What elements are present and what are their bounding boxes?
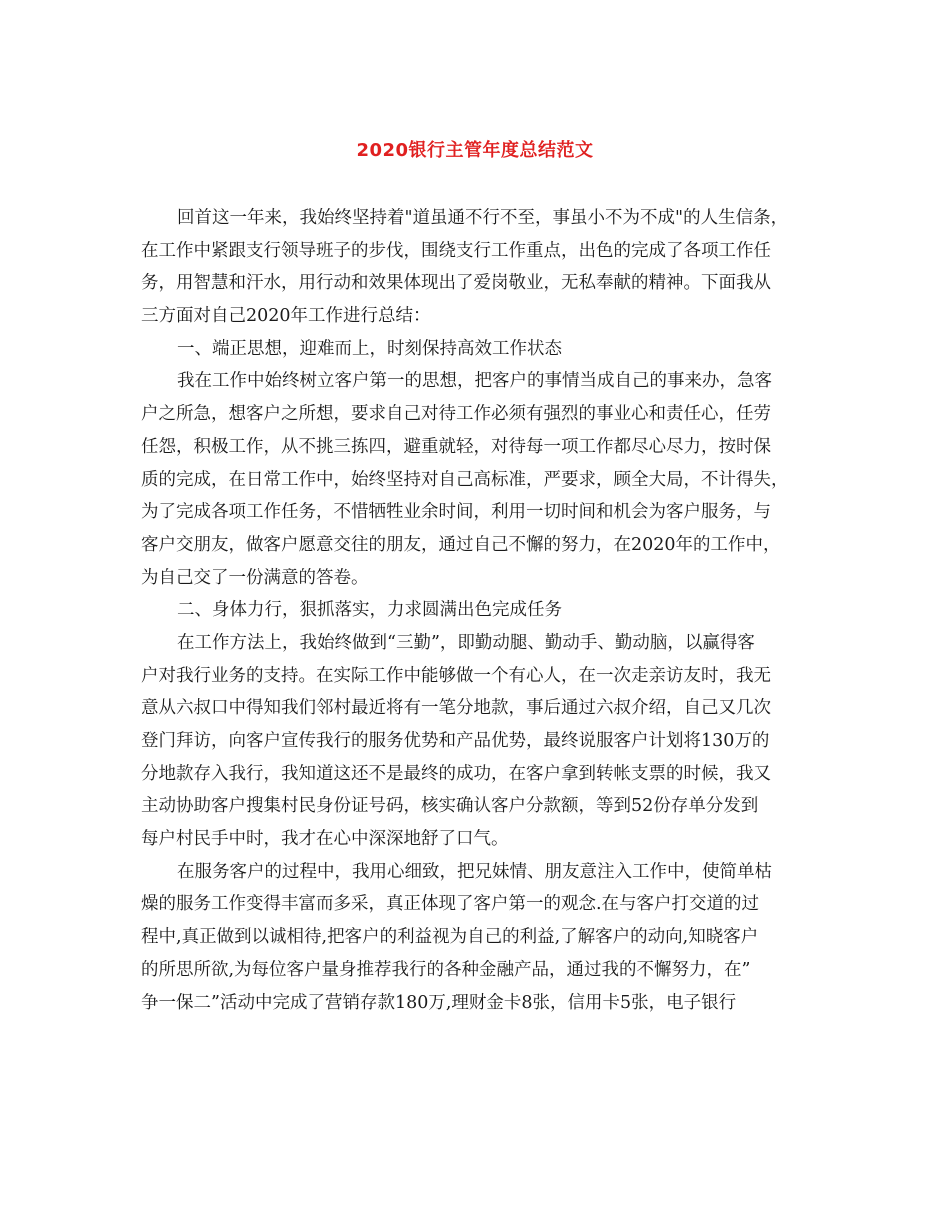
text-line: 二、身体力行，狠抓落实，力求圆满出色完成任务 [177,600,562,621]
text-line: 三方面对自己2020年工作进行总结： [141,306,431,327]
text-line: 意从六叔口中得知我们邻村最近将有一笔分地款，事后通过六叔介绍，自己又几次 [141,698,771,719]
text-line: 一、端正思想，迎难而上，时刻保持高效工作状态 [177,338,562,359]
text-line: 客户交朋友，做客户愿意交往的朋友，通过自己不懈的努力，在2020年的工作中， [141,534,781,555]
text-line: 的所思所欲,为每位客户量身推荐我行的各种金融产品，通过我的不懈努力，在” [141,959,751,980]
text-line: 任怨，积极工作，从不挑三拣四，避重就轻，对待每一项工作都尽心尽力，按时保 [141,436,771,457]
text-line: 为自己交了一份满意的答卷。 [141,567,369,588]
text-line: 户之所急，想客户之所想，要求自己对待工作必须有强烈的事业心和责任心，任劳 [141,404,771,425]
text-line: 争一保二”活动中完成了营销存款180万,理财金卡8张，信用卡5张，电子银行 [141,992,737,1013]
text-line: 质的完成，在日常工作中，始终坚持对自己高标准，严要求，顾全大局，不计得失， [141,469,789,490]
text-line: 户对我行业务的支持。在实际工作中能够做一个有心人，在一次走亲访友时，我无 [141,665,771,686]
text-line: 分地款存入我行，我知道这还不是最终的成功，在客户拿到转帐支票的时候，我又 [141,763,771,784]
text-line: 在工作方法上，我始终做到“三勤”，即勤动腿、勤动手、勤动脑，以赢得客 [177,632,755,653]
text-line: 务，用智慧和汗水，用行动和效果体现出了爱岗敬业，无私奉献的精神。下面我从 [141,273,771,294]
text-line: 在工作中紧跟支行领导班子的步伐，围绕支行工作重点，出色的完成了各项工作任 [141,240,771,261]
text-line: 回首这一年来，我始终坚持着"道虽通不行不至，事虽小不为不成"的人生信条， [177,208,789,228]
text-line: 程中,真正做到以诚相待,把客户的利益视为自己的利益,了解客户的动向,知晓客户 [141,927,759,948]
text-line: 在服务客户的过程中，我用心细致，把兄妹情、朋友意注入工作中，使简单枯 [177,861,772,882]
text-line: 为了完成各项工作任务，不惜牺牲业余时间，利用一切时间和机会为客户服务，与 [141,502,771,523]
text-line: 燥的服务工作变得丰富而多采，真正体现了客户第一的观念.在与客户打交道的过 [141,894,760,915]
text-line: 主动协助客户搜集村民身份证号码，核实确认客户分款额，等到52份存单分发到 [141,796,759,817]
document-title: 2020银行主管年度总结范文 [356,140,594,161]
text-line: 登门拜访，向客户宣传我行的服务优势和产品优势，最终说服客户计划将130万的 [141,731,770,751]
text-line: 每户村民手中时，我才在心中深深地舒了口气。 [141,829,509,850]
text-line: 我在工作中始终树立客户第一的思想，把客户的事情当成自己的事来办，急客 [177,371,772,392]
document-body [141,202,811,1019]
